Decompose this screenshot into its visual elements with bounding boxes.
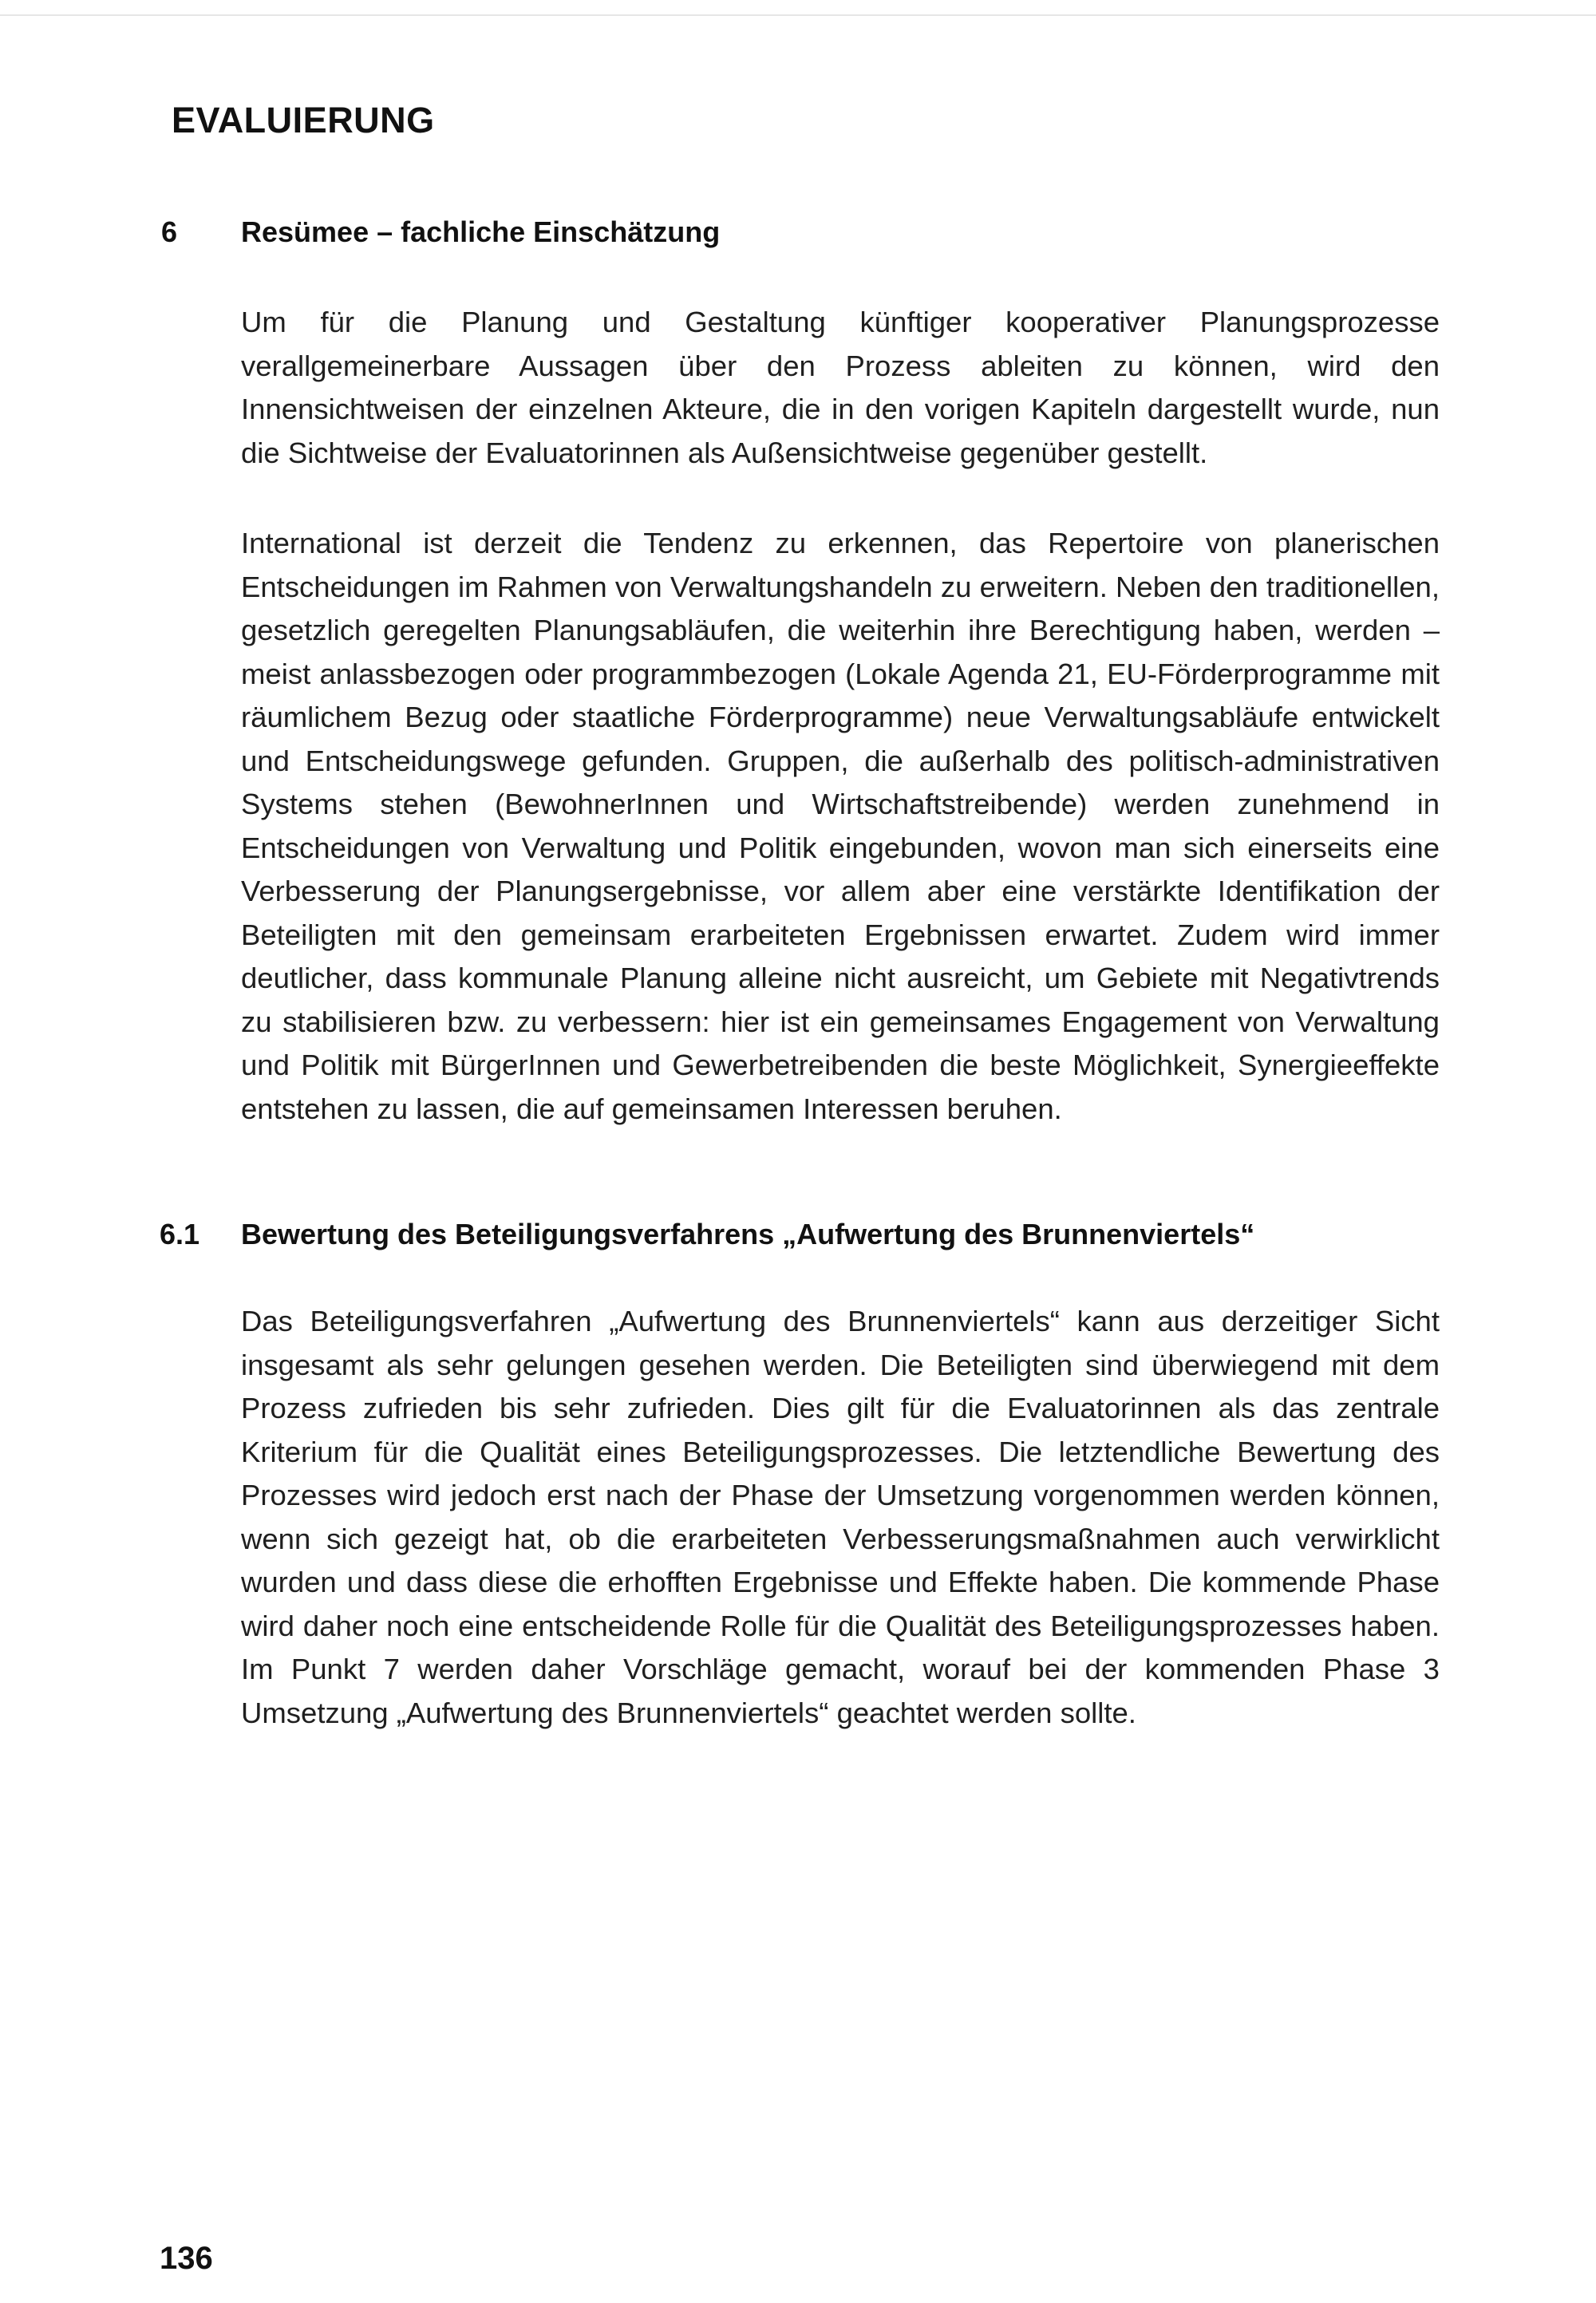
- running-header: EVALUIERUNG: [172, 100, 435, 140]
- section-number: 6.1: [160, 1218, 200, 1250]
- section-title: Bewertung des Beteiligungsverfahrens „Aufwertung des Brunnenviertels“: [241, 1218, 1255, 1250]
- page-top-edge: [0, 14, 1596, 16]
- section-number: 6: [161, 215, 178, 248]
- paragraph-evaluation: Das Beteiligungsverfahren „Aufwertung des Brunnenviertels“ kann aus derzeitiger Sicht insgesamt als sehr gelungen gesehen werden. Die Beteiligten sind überwiegend mit dem Prozess zufrieden bis sehr zufrieden. Dies gilt für die Evaluatorinnen als das zentrale Kriterium für die Qualität eines Beteiligungsprozesses. Die letztendliche Bewertung des Prozesses wird jedoch erst nach der Phase der Umsetzung vorgenommen werden können, wenn sich gezeigt hat, ob die erarbeiteten Verbesserungsmaßnahmen auch verwirklicht wurden und dass diese die erhofften Ergebnisse und Effekte haben. Die kommende Phase wird daher noch eine entscheidende Rolle für die Qualität des Beteiligungsprozesses haben. Im Punkt 7 werden daher Vorschläge gemacht, worauf bei der kommenden Phase 3 Umsetzung „Aufwertung des Brunnenviertels“ geachtet werden sollte.: [241, 1305, 1440, 1729]
- paragraph-international-trend: International ist derzeit die Tendenz zu erkennen, das Repertoire von planerischen Entscheidungen im Rahmen von Verwaltungshandeln zu erweitern. Neben den traditionellen, gesetzlich geregelten Planungsabläufen, die weiterhin ihre Berechtigung haben, werden – meist anlassbezogen oder programmbezogen (Lokale Agenda 21, EU-Förderprogramme mit räumlichem Bezug oder staatliche Förderprogramme) neue Verwaltungsabläufe entwickelt und Entscheidungswege gefunden. Gruppen, die außerhalb des politisch-administrativen Systems stehen (BewohnerInnen und Wirtschaftstreibende) werden zunehmend in Entscheidungen von Verwaltung und Politik eingebunden, wovon man sich einerseits eine Verbesserung der Planungsergebnisse, vor allem aber eine verstärkte Identifikation der Beteiligten mit den gemeinsam erarbeiteten Ergebnissen erwartet. Zudem wird immer deutlicher, dass kommunale Planung alleine nicht ausreicht, um Gebiete mit Negativtrends zu stabilisieren bzw. zu verbessern: hier ist ein gemeinsames Engagement von Verwaltung und Politik mit BürgerInnen und Gewerbetreibenden die beste Möglichkeit, Synergieeffekte entstehen zu lassen, die auf gemeinsamen Interessen beruhen.: [241, 527, 1440, 1125]
- section-title: Resümee – fachliche Einschätzung: [241, 215, 721, 248]
- page-number: 136: [160, 2241, 213, 2276]
- paragraph-intro: Um für die Planung und Gestaltung künftiger kooperativer Planungsprozesse verallgemeinerbare Aussagen über den Prozess ableiten zu können, wird den Innensichtweisen der einzelnen Akteure, die in den vorigen Kapiteln dargestellt wurde, nun die Sichtweise der Evaluatorinnen als Außensichtweise gegenüber gestellt.: [241, 306, 1440, 469]
